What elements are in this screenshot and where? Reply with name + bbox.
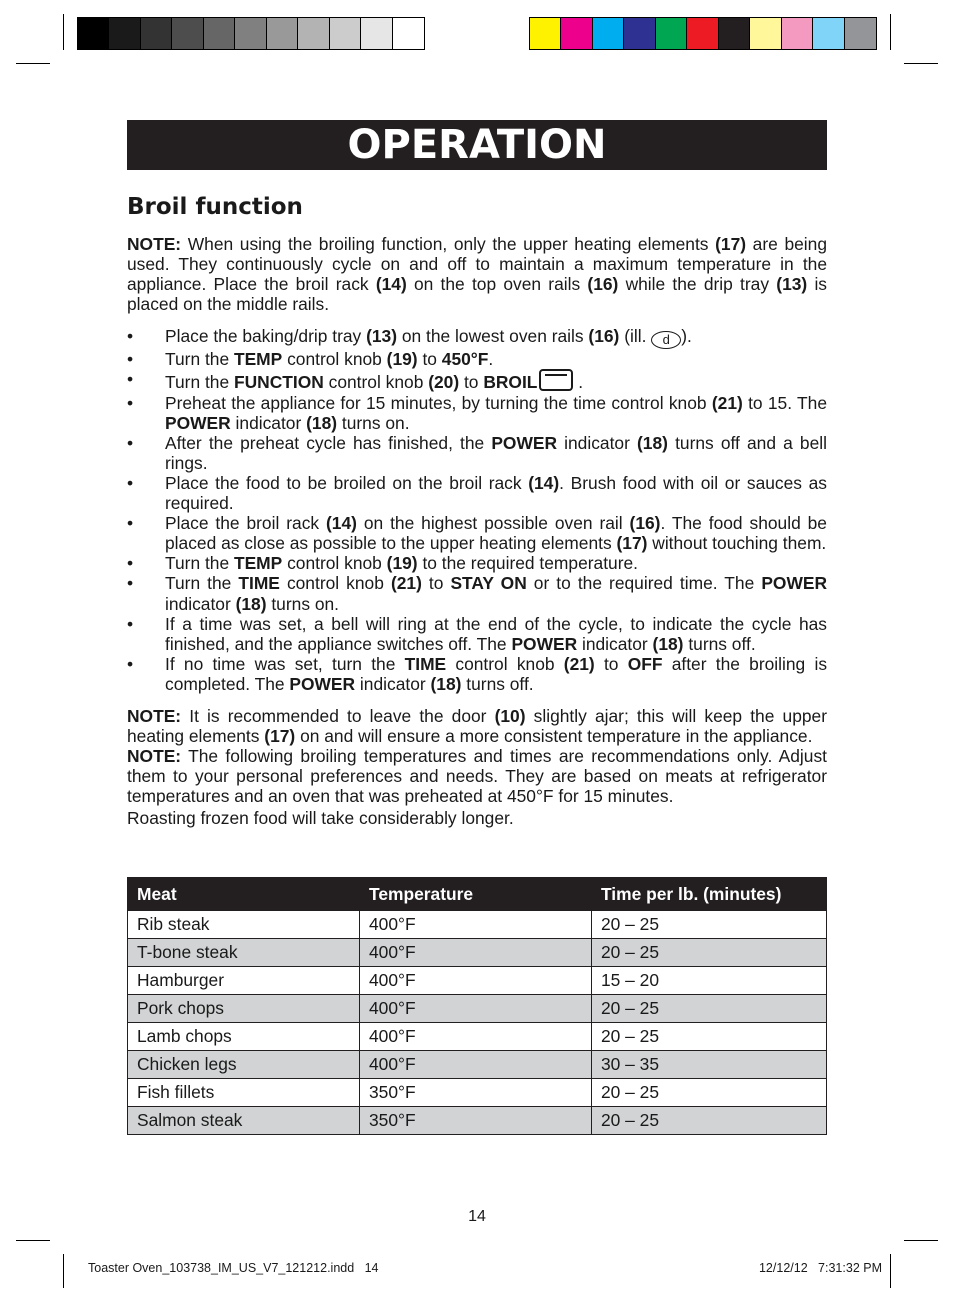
column-header: Meat — [128, 878, 360, 911]
footer-timestamp: 12/12/12 7:31:32 PM — [758, 1261, 882, 1275]
list-item: • Preheat the appliance for 15 minutes, by turning the time control knob (21) to 15. The POWER indicator (18) turns on. — [127, 393, 827, 433]
table-cell: 20 – 25 — [592, 911, 827, 939]
table-cell: 20 – 25 — [592, 1023, 827, 1051]
list-item: • After the preheat cycle has finished, the POWER indicator (18) turns off and a bell rings. — [127, 433, 827, 473]
table-cell: Salmon steak — [128, 1107, 360, 1135]
gray-swatch — [267, 18, 298, 49]
table-cell: T-bone steak — [128, 939, 360, 967]
table-cell: Pork chops — [128, 995, 360, 1023]
list-item: • Turn the FUNCTION control knob (20) to BROIL . — [127, 369, 827, 392]
table-cell: Rib steak — [128, 911, 360, 939]
list-item: • If a time was set, a bell will ring at the end of the cycle, to indicate the cycle has finished, and the appliance switches off. The POWER indicator (18) turns off. — [127, 614, 827, 654]
gray-swatch — [298, 18, 329, 49]
table-cell: 400°F — [360, 1023, 592, 1051]
page-title: OPERATION — [347, 122, 607, 168]
color-swatch — [782, 18, 813, 49]
list-item: • Place the broil rack (14) on the highest possible oven rail (16). The food should be placed as close as possible to the upper heating elements (17) without touching them. — [127, 513, 827, 553]
gray-swatch — [78, 18, 109, 49]
crop-mark — [16, 1240, 50, 1241]
note-paragraph: NOTE: It is recommended to leave the door (10) slightly ajar; this will keep the upper heating elements (17) on and will ensure a more consistent temperature in the appliance. — [127, 705, 827, 747]
table-cell: 400°F — [360, 967, 592, 995]
table-header-row — [128, 878, 827, 911]
crop-mark — [63, 1254, 64, 1288]
color-swatch — [845, 18, 876, 49]
crop-mark — [904, 63, 938, 64]
table-row — [128, 995, 827, 1023]
table-row — [128, 1079, 827, 1107]
color-swatch — [813, 18, 844, 49]
header-banner — [127, 120, 827, 170]
color-swatch — [687, 18, 718, 49]
section-title: Broil function — [127, 194, 303, 220]
table-cell: Fish fillets — [128, 1079, 360, 1107]
column-header: Time per lb. (minutes) — [592, 878, 827, 911]
table-cell: Lamb chops — [128, 1023, 360, 1051]
gray-swatch — [204, 18, 235, 49]
table-cell: Hamburger — [128, 967, 360, 995]
note-paragraph: NOTE: When using the broiling function, only the upper heating elements (17) are being used. They continuously cycle on and off to maintain a maximum temperature in the appliance. Place the broil rack (14) on the top oven rails (16) while the drip tray (13) is placed on the middle rails. — [127, 234, 828, 315]
table-cell: 350°F — [360, 1079, 592, 1107]
color-swatch — [750, 18, 781, 49]
table-row — [128, 1023, 827, 1051]
table-cell: 400°F — [360, 939, 592, 967]
color-swatch — [656, 18, 687, 49]
grayscale-registration-bar — [77, 17, 425, 50]
table-cell: 20 – 25 — [592, 939, 827, 967]
list-item: • Turn the TIME control knob (21) to STAY ON or to the required time. The POWER indicator (18) turns on. — [127, 573, 827, 613]
gray-swatch — [330, 18, 361, 49]
table-cell: Chicken legs — [128, 1051, 360, 1079]
table-row — [128, 1051, 827, 1079]
table-cell: 20 – 25 — [592, 1107, 827, 1135]
gray-swatch — [361, 18, 392, 49]
illustration-d-icon: d — [651, 331, 681, 349]
color-swatch — [624, 18, 655, 49]
table-cell: 350°F — [360, 1107, 592, 1135]
table-cell: 20 – 25 — [592, 995, 827, 1023]
instructions — [127, 234, 827, 829]
color-swatch — [719, 18, 750, 49]
gray-swatch — [235, 18, 266, 49]
table-row — [128, 939, 827, 967]
table-row — [128, 1107, 827, 1135]
step-list — [127, 326, 827, 694]
table-cell: 400°F — [360, 1051, 592, 1079]
color-registration-bar — [529, 17, 877, 50]
broil-icon — [539, 369, 573, 391]
color-swatch — [593, 18, 624, 49]
broil-times-table — [127, 877, 827, 1135]
table-row — [128, 911, 827, 939]
table-cell: 15 – 20 — [592, 967, 827, 995]
list-item: • Place the food to be broiled on the broil rack (14). Brush food with oil or sauces as required. — [127, 473, 827, 513]
color-swatch — [530, 18, 561, 49]
footer-filename: Toaster Oven_103738_IM_US_V7_121212.indd 14 — [88, 1261, 379, 1275]
table-cell: 20 – 25 — [592, 1079, 827, 1107]
note-paragraph: Roasting frozen food will take considerably longer. — [127, 808, 514, 829]
gray-swatch — [393, 18, 424, 49]
crop-mark — [16, 63, 50, 64]
list-item: • If no time was set, turn the TIME control knob (21) to OFF after the broiling is completed. The POWER indicator (18) turns off. — [127, 654, 827, 694]
gray-swatch — [141, 18, 172, 49]
table-cell: 400°F — [360, 995, 592, 1023]
table-cell: 400°F — [360, 911, 592, 939]
color-swatch — [561, 18, 592, 49]
table-row — [128, 967, 827, 995]
note-paragraph: NOTE: The following broiling temperatures and times are recommendations only. Adjust them to your personal preferences and needs. They are based on meats at refrigerator temperatures and an oven that was preheated at 450°F for 15 minutes. — [127, 746, 827, 807]
crop-mark — [904, 1240, 938, 1241]
gray-swatch — [172, 18, 203, 49]
table-cell: 30 – 35 — [592, 1051, 827, 1079]
gray-swatch — [109, 18, 140, 49]
list-item: • Turn the TEMP control knob (19) to 450°F. — [127, 349, 827, 369]
list-item: • Turn the TEMP control knob (19) to the required temperature. — [127, 553, 827, 573]
list-item: • Place the baking/drip tray (13) on the lowest oven rails (16) (ill. d ). — [127, 326, 827, 349]
column-header: Temperature — [360, 878, 592, 911]
crop-mark — [63, 14, 64, 50]
crop-mark — [890, 1254, 891, 1288]
page-number: 14 — [468, 1208, 486, 1225]
crop-mark — [890, 14, 891, 50]
